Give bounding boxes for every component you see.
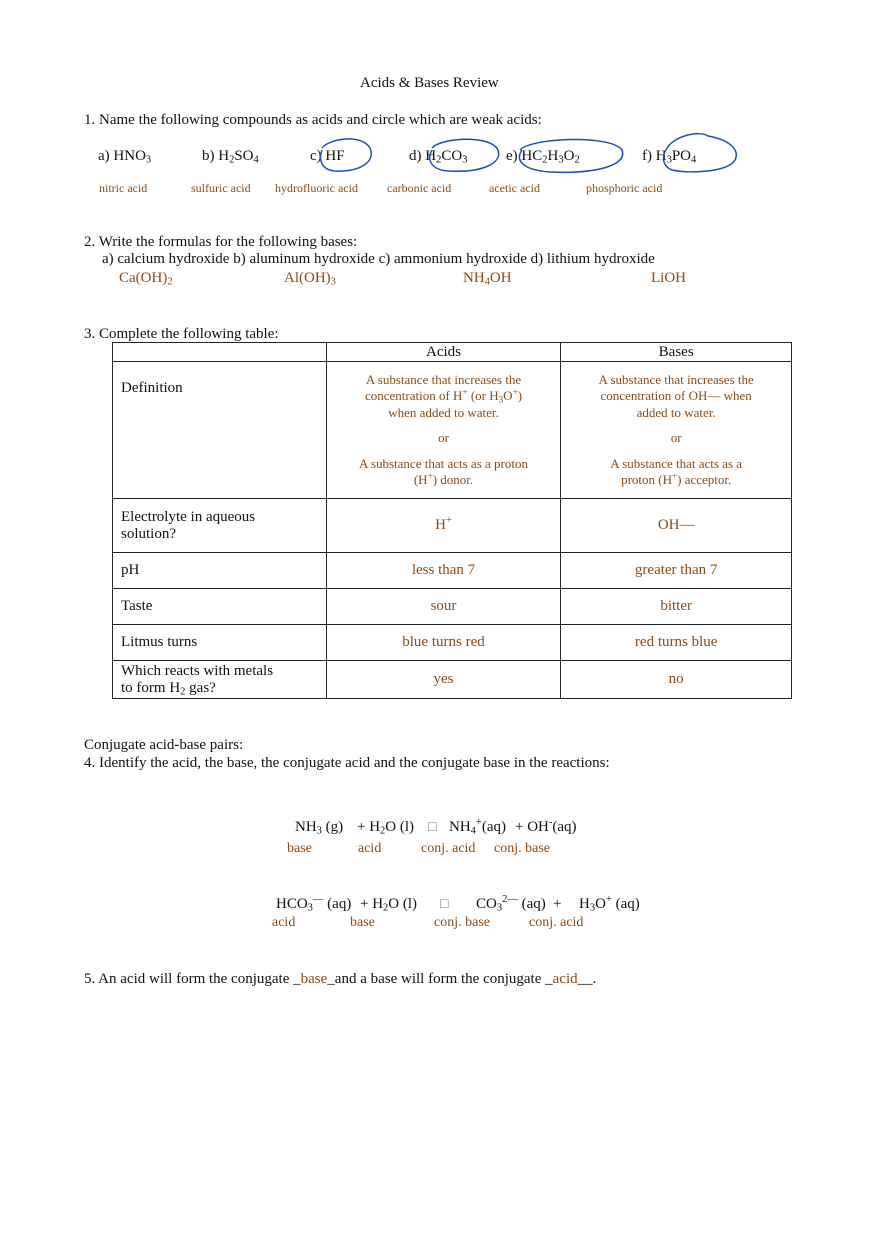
reaction2-label-3: conj. base <box>434 915 490 930</box>
reaction1-product-c: $NH_4^+(aq)$ <box>449 817 506 837</box>
page-title: Acids & Bases Review <box>360 75 499 91</box>
q2-answer-a: $Ca(OH)_2$ <box>119 270 173 288</box>
reaction1-reactant-b: + $H_2O$ (l) <box>357 819 415 837</box>
row-label-ph: pH <box>113 553 327 589</box>
row-litmus <box>113 625 792 661</box>
q1-answer-d: carbonic acid <box>387 181 452 195</box>
cell-base-ph: greater than 7 <box>561 553 792 589</box>
row-label-taste: Taste <box>113 589 327 625</box>
q1-prompt: 1. Name the following compounds as acids and circle which are weak acids: <box>84 112 542 128</box>
q2-prompt: 2. Write the formulas for the following bases: <box>84 234 358 250</box>
q2-answer-d: LiOH <box>651 270 686 286</box>
cell-base-definition: A substance that increases the concentration of OH— when added to water. or A substance that acts as a proton (H+) acceptor. <box>561 362 792 499</box>
cell-acid-electrolyte: H+ <box>326 499 561 553</box>
reaction2-label-2: base <box>350 915 375 930</box>
reaction1-product-d: + OH-(aq) <box>515 817 577 835</box>
row-label-metals: Which reacts with metals to form $H_2$ gas? <box>113 661 327 699</box>
row-ph <box>113 553 792 589</box>
q2-answer-b: $Al(OH)_3$ <box>284 270 336 288</box>
cell-base-electrolyte: OH— <box>561 499 792 553</box>
q1-item-f: f) $H_3PO_4$ <box>642 148 697 166</box>
reaction1-label-3: conj. acid <box>421 841 476 856</box>
row-label-definition: Definition <box>113 362 327 499</box>
row-label-litmus: Litmus turns <box>113 625 327 661</box>
q4-heading: Conjugate acid-base pairs: <box>84 737 244 753</box>
row-metals <box>113 661 792 699</box>
table-header-blank <box>113 343 327 362</box>
q1-item-e: e) $HC_2H_3O_2$ <box>506 148 580 166</box>
reaction2-arrow: □ <box>440 897 449 912</box>
q1-answer-e: acetic acid <box>489 181 540 195</box>
reaction1-label-4: conj. base <box>494 841 550 856</box>
q2-answer-c: $NH_4OH$ <box>463 270 512 288</box>
cell-acid-litmus: blue turns red <box>326 625 561 661</box>
q4-prompt: 4. Identify the acid, the base, the conjugate acid and the conjugate base in the reactions: <box>84 755 610 771</box>
row-taste <box>113 589 792 625</box>
q5-answer-base: base <box>300 971 328 987</box>
q5-sentence: 5. An acid will form the conjugate _base_and a base will form the conjugate _acid__. <box>84 971 597 987</box>
q1-item-a: a) $HNO_3$ <box>98 148 152 166</box>
table-header-acids: Acids <box>326 343 561 362</box>
reaction2-product-c: $CO_3^{2—}$ (aq) <box>476 894 546 914</box>
q1-item-d: d) $H_2CO_3$ <box>409 148 468 166</box>
q1-item-c: c) HF <box>310 148 345 164</box>
reaction2-reactant-a: $HCO_3^—$ (aq) <box>276 894 352 914</box>
q1-answer-f: phosphoric acid <box>586 181 663 195</box>
cell-base-metals: no <box>561 661 792 699</box>
cell-acid-ph: less than 7 <box>326 553 561 589</box>
q1-answer-a: nitric acid <box>99 181 148 195</box>
cell-acid-metals: yes <box>326 661 561 699</box>
reaction1-label-2: acid <box>358 841 382 856</box>
row-label-electrolyte: Electrolyte in aqueous solution? <box>113 499 327 553</box>
reaction1-arrow: □ <box>428 820 437 835</box>
row-definition <box>113 362 792 499</box>
reaction1-reactant-a: $NH_3$ (g) <box>295 819 344 837</box>
q5-answer-acid: acid <box>552 971 578 987</box>
cell-base-litmus: red turns blue <box>561 625 792 661</box>
cell-acid-definition: A substance that increases the concentration of H+ (or $H_3O^+$) when added to water. or A substance that acts as a proton (H+) donor. <box>326 362 561 499</box>
reaction2-product-d: $H_3O^+$ (aq) <box>579 894 640 914</box>
q1-answer-c: hydrofluoric acid <box>275 181 358 195</box>
reaction2-label-1: acid <box>272 915 296 930</box>
q3-prompt: 3. Complete the following table: <box>84 326 279 342</box>
reaction1-label-1: base <box>287 841 312 856</box>
cell-base-taste: bitter <box>561 589 792 625</box>
table-header-bases: Bases <box>561 343 792 362</box>
q1-answer-b: sulfuric acid <box>191 181 251 195</box>
row-electrolyte <box>113 499 792 553</box>
q1-item-b: b) $H_2SO_4$ <box>202 148 259 166</box>
q2-items: a) calcium hydroxide b) aluminum hydroxide c) ammonium hydroxide d) lithium hydroxide <box>102 251 655 267</box>
reaction2-plus: + <box>553 896 562 912</box>
cell-acid-taste: sour <box>326 589 561 625</box>
reaction2-label-4: conj. acid <box>529 915 584 930</box>
acids-bases-table <box>112 342 792 699</box>
reaction2-reactant-b: + $H_2O$ (l) <box>360 896 418 914</box>
